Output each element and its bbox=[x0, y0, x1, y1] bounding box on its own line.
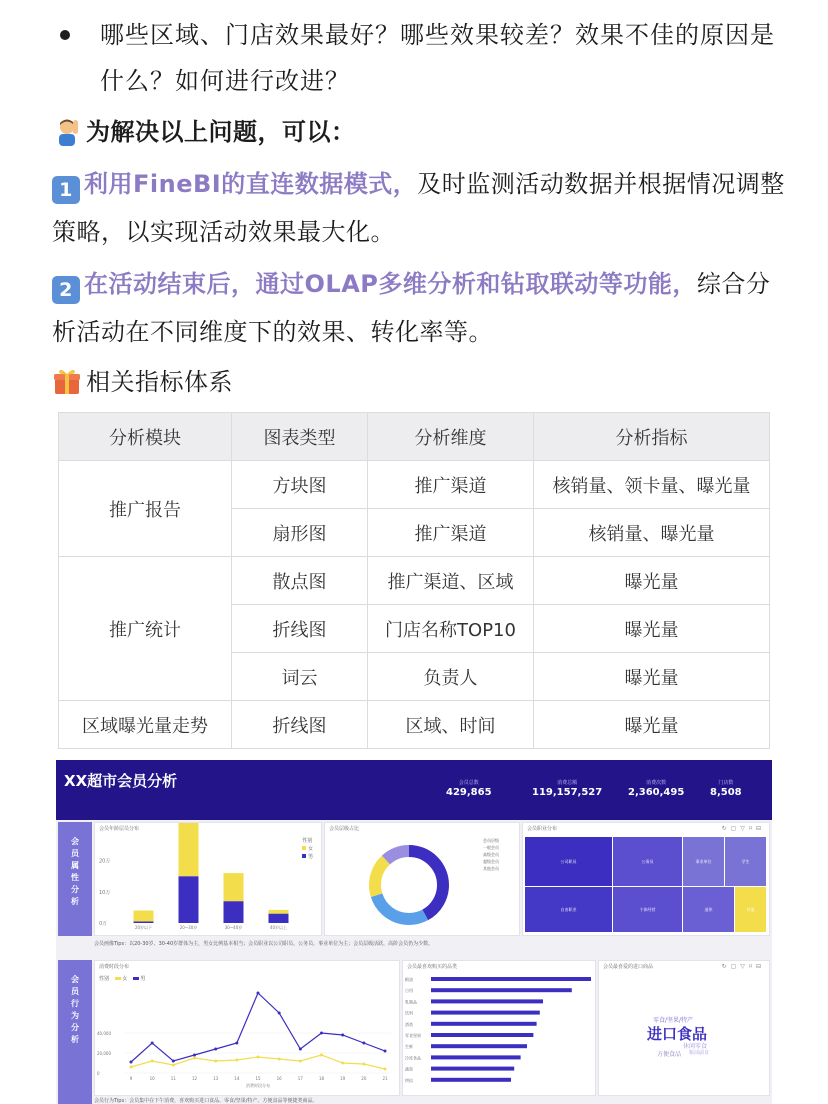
y-tick-label: 20,000 bbox=[97, 1051, 111, 1056]
kpi-card bbox=[532, 780, 602, 798]
category-label: 生鲜 bbox=[405, 1044, 413, 1050]
x-tick-label: 10 bbox=[149, 1076, 155, 1081]
series-point-male bbox=[235, 1042, 238, 1045]
treemap-cell[interactable]: 自由职业 bbox=[525, 887, 612, 932]
series-point-female bbox=[341, 1062, 344, 1065]
dashboard-screenshot bbox=[56, 760, 772, 1104]
treemap-panel bbox=[522, 822, 770, 936]
bar-female bbox=[224, 873, 244, 901]
series-point-female bbox=[151, 1060, 154, 1063]
bar-female bbox=[269, 910, 289, 914]
table-cell: 核销量、曝光量 bbox=[534, 509, 770, 557]
point-2 bbox=[52, 260, 792, 356]
treemap-chart bbox=[525, 837, 767, 933]
legend-label: 女 bbox=[307, 846, 313, 852]
treemap-title: 会员职业分布 bbox=[527, 826, 558, 832]
section-label-attributes bbox=[58, 822, 92, 936]
series-line-male bbox=[131, 993, 385, 1062]
x-tick-label: 13 bbox=[213, 1076, 219, 1081]
legend-label: 其他会员 bbox=[483, 866, 499, 871]
x-tick-label: 20岁以下 bbox=[134, 925, 153, 930]
series-point-female bbox=[362, 1063, 365, 1066]
legend-title: 性别 bbox=[302, 838, 313, 844]
hbar bbox=[431, 977, 591, 981]
series-point-female bbox=[320, 1054, 323, 1057]
kpi-card bbox=[446, 780, 492, 798]
table-cell: 散点图 bbox=[232, 557, 368, 605]
kpi-card bbox=[710, 780, 742, 798]
table-cell: 词云 bbox=[232, 653, 368, 701]
series-point-female bbox=[193, 1057, 196, 1060]
x-tick-label: 15 bbox=[255, 1076, 261, 1081]
bullet-text: 哪些区域、门店效果最好？哪些效果较差？效果不佳的原因是什么？如何进行改进？ bbox=[100, 21, 775, 95]
section-label-behavior bbox=[58, 960, 92, 1104]
wordcloud-word: 休闲零食 bbox=[683, 1043, 708, 1050]
x-tick-label: 12 bbox=[191, 1076, 198, 1081]
point-1 bbox=[52, 160, 792, 256]
solve-heading-text: 为解决以上问题，可以： bbox=[86, 118, 356, 146]
series-point-male bbox=[278, 1012, 281, 1015]
age-bar-chart bbox=[95, 823, 323, 937]
kpi-value: 2,360,495 bbox=[628, 787, 685, 798]
x-tick-label: 16 bbox=[276, 1076, 282, 1081]
donut-chart-title: 会员层级占比 bbox=[329, 826, 360, 832]
kpi-value: 119,157,527 bbox=[532, 787, 603, 798]
dashboard-header bbox=[56, 760, 772, 820]
series-point-female bbox=[235, 1059, 238, 1062]
line-chart-panel bbox=[94, 960, 400, 1096]
panel-toolbar-icons[interactable]: ↻▢▽⌑⊟ bbox=[721, 963, 765, 970]
point-1-text: 及时监测活动数据并根据情况调整策略，以实现活动效果最大化。 bbox=[52, 170, 785, 246]
table-cell: 门店名称TOP10 bbox=[368, 605, 534, 653]
series-point-female bbox=[130, 1066, 133, 1069]
kpi-card bbox=[628, 780, 684, 798]
treemap-cell[interactable]: 学生 bbox=[725, 837, 766, 886]
kpi-label: 消费次数 bbox=[646, 780, 667, 786]
keycap-1-icon: 1 bbox=[52, 176, 80, 204]
donut-legend bbox=[483, 837, 499, 872]
point-2-text: 综合分析活动在不同维度下的效果、转化率等。 bbox=[52, 270, 771, 346]
treemap-cell[interactable]: 公务员 bbox=[613, 837, 682, 886]
legend-label: 一般会员 bbox=[483, 845, 499, 850]
wordcloud-word: 粮油副食 bbox=[689, 1050, 710, 1056]
category-label: 蔬果 bbox=[405, 1066, 413, 1072]
line-chart-title: 消费时段分布 bbox=[99, 964, 130, 970]
kpi-value: 429,865 bbox=[446, 787, 492, 798]
legend-label: 女 bbox=[122, 976, 128, 982]
series-point-male bbox=[257, 992, 260, 995]
legend-title: 性别 bbox=[99, 976, 110, 982]
table-row bbox=[59, 701, 770, 749]
table-cell: 负责人 bbox=[368, 653, 534, 701]
metrics-table bbox=[58, 412, 770, 749]
table-module-cell: 区域曝光量走势 bbox=[59, 701, 232, 749]
bar-male bbox=[179, 876, 199, 923]
wordcloud-panel bbox=[598, 960, 770, 1096]
series-point-male bbox=[130, 1061, 133, 1064]
hbar-chart-title: 会员最喜欢购买的品类 bbox=[407, 964, 458, 970]
table-cell: 推广渠道 bbox=[368, 509, 534, 557]
category-label: 酒类 bbox=[405, 1021, 413, 1027]
x-tick-label: 40岁以上 bbox=[269, 925, 288, 930]
metrics-heading-text: 相关指标体系 bbox=[86, 368, 233, 396]
age-chart-title: 会员年龄层员分布 bbox=[99, 826, 140, 832]
x-tick-label: 19 bbox=[340, 1076, 346, 1081]
hbar-chart-panel bbox=[402, 960, 596, 1096]
behavior-tips: 会员行为Tips：会员集中在下午消费，喜欢购买进口食品、零食/坚果/特产、方便食品等便捷类商品。 bbox=[94, 1098, 318, 1104]
category-label: 日用 bbox=[405, 988, 413, 994]
category-label: 冷冻食品 bbox=[405, 1055, 421, 1061]
wordcloud-title: 会员最喜爱的进口商品 bbox=[603, 964, 654, 970]
x-tick-label: 11 bbox=[170, 1076, 176, 1081]
table-cell: 推广渠道 bbox=[368, 461, 534, 509]
hbar bbox=[431, 1055, 521, 1059]
table-header-cell: 分析模块 bbox=[59, 413, 232, 461]
x-tick-label: 14 bbox=[234, 1076, 240, 1081]
x-tick-label: 9 bbox=[129, 1076, 133, 1081]
series-point-female bbox=[172, 1064, 175, 1067]
category-label: 零食坚果 bbox=[405, 1033, 421, 1038]
series-point-male bbox=[320, 1032, 323, 1035]
table-cell: 方块图 bbox=[232, 461, 368, 509]
bar-male bbox=[134, 921, 154, 923]
series-point-male bbox=[151, 1042, 154, 1045]
kpi-label: 会员总数 bbox=[458, 780, 479, 786]
series-point-male bbox=[172, 1060, 175, 1063]
bar-male bbox=[224, 901, 244, 923]
hbar bbox=[431, 1067, 514, 1071]
category-label: 烘焙 bbox=[405, 1077, 413, 1083]
series-point-male bbox=[384, 1050, 387, 1053]
y-tick-label: 10万 bbox=[99, 889, 111, 896]
gift-icon bbox=[52, 366, 82, 396]
table-row bbox=[59, 557, 770, 605]
kpi-value: 8,508 bbox=[710, 787, 742, 798]
x-tick-label: 30~40岁 bbox=[224, 925, 243, 930]
person-raising-hand-icon bbox=[52, 116, 82, 146]
treemap-cell[interactable]: 公司职员 bbox=[525, 837, 612, 886]
treemap-cell[interactable]: 其他 bbox=[735, 887, 766, 932]
table-cell: 曝光量 bbox=[534, 653, 770, 701]
legend-label: 超级会员 bbox=[483, 859, 499, 864]
y-tick-label: 0万 bbox=[99, 921, 108, 927]
table-cell: 曝光量 bbox=[534, 701, 770, 749]
solve-heading bbox=[52, 108, 792, 156]
hbar bbox=[431, 1078, 511, 1082]
hbar bbox=[431, 1022, 537, 1026]
table-cell: 核销量、领卡量、曝光量 bbox=[534, 461, 770, 509]
legend-label: 男 bbox=[307, 854, 313, 860]
table-header-cell: 图表类型 bbox=[232, 413, 368, 461]
wordcloud-word-main: 进口食品 bbox=[647, 1025, 708, 1043]
point-2-highlight: 在活动结束后，通过OLAP多维分析和钻取联动等功能， bbox=[84, 270, 697, 298]
hbar bbox=[431, 1033, 533, 1037]
age-chart-panel bbox=[94, 822, 322, 936]
line-chart bbox=[95, 961, 401, 1097]
series-point-female bbox=[257, 1056, 260, 1059]
kpi-label: 门店数 bbox=[718, 780, 734, 786]
kpi-label: 消费总额 bbox=[557, 780, 578, 786]
bar-female bbox=[134, 911, 154, 922]
series-point-female bbox=[384, 1068, 387, 1071]
section-label-text: 会 员 属 性 分 析 bbox=[71, 837, 79, 906]
series-point-female bbox=[278, 1058, 281, 1061]
panel-toolbar-icons[interactable]: ↻▢▽⌑⊟ bbox=[721, 825, 765, 832]
hbar bbox=[431, 988, 572, 992]
table-cell: 推广渠道、区域 bbox=[368, 557, 534, 605]
hbar-chart bbox=[403, 961, 597, 1097]
treemap-cell[interactable]: 退休 bbox=[683, 887, 734, 932]
category-label: 乳制品 bbox=[405, 999, 417, 1005]
x-tick-label: 17 bbox=[297, 1076, 303, 1081]
table-cell: 折线图 bbox=[232, 701, 368, 749]
hbar bbox=[431, 999, 543, 1003]
x-axis-label: 消费时段分布 bbox=[246, 1083, 270, 1088]
category-label: 饮料 bbox=[405, 1010, 413, 1016]
keycap-2-icon: 2 bbox=[52, 276, 80, 304]
table-cell: 折线图 bbox=[232, 605, 368, 653]
table-header-cell: 分析维度 bbox=[368, 413, 534, 461]
table-cell: 曝光量 bbox=[534, 605, 770, 653]
y-tick-label: 0 bbox=[97, 1071, 100, 1076]
table-cell: 曝光量 bbox=[534, 557, 770, 605]
series-point-male bbox=[299, 1048, 302, 1051]
series-point-male bbox=[341, 1034, 344, 1037]
x-tick-label: 18 bbox=[318, 1076, 325, 1081]
series-point-female bbox=[214, 1060, 217, 1063]
table-header-cell: 分析指标 bbox=[534, 413, 770, 461]
section-label-text: 会 员 行 为 分 析 bbox=[71, 975, 79, 1044]
bullet-question bbox=[52, 12, 792, 104]
table-module-cell: 推广报告 bbox=[59, 461, 232, 557]
series-point-male bbox=[362, 1042, 365, 1045]
bar-male bbox=[269, 914, 289, 923]
hbar bbox=[431, 1011, 540, 1015]
series-point-male bbox=[193, 1054, 196, 1057]
metrics-heading bbox=[52, 358, 792, 406]
wordcloud-word: 零食/坚果/特产 bbox=[653, 1017, 694, 1024]
legend-label: 男 bbox=[140, 976, 146, 982]
legend-label: 高级会员 bbox=[483, 852, 499, 857]
hbar bbox=[431, 1044, 527, 1048]
bar-female bbox=[179, 823, 199, 876]
series-point-male bbox=[214, 1048, 217, 1051]
legend-title: 会员层级 bbox=[483, 838, 499, 843]
table-cell: 区域、时间 bbox=[368, 701, 534, 749]
x-tick-label: 20 bbox=[361, 1076, 367, 1081]
treemap-cell[interactable]: 个体经营 bbox=[613, 887, 682, 932]
dashboard-title: XX超市会员分析 bbox=[64, 772, 178, 790]
x-tick-label: 20~30岁 bbox=[179, 925, 198, 930]
point-1-highlight: 利用FineBI的直连数据模式， bbox=[84, 170, 418, 198]
table-row bbox=[59, 461, 770, 509]
y-tick-label: 40,000 bbox=[97, 1031, 111, 1036]
table-cell: 扇形图 bbox=[232, 509, 368, 557]
category-label: 粮油 bbox=[405, 977, 413, 982]
treemap-cell[interactable]: 事业单位 bbox=[683, 837, 724, 886]
series-point-female bbox=[299, 1060, 302, 1063]
y-tick-label: 20万 bbox=[99, 858, 111, 865]
donut-chart-panel bbox=[324, 822, 520, 936]
table-header-row bbox=[59, 413, 770, 461]
table-module-cell: 推广统计 bbox=[59, 557, 232, 701]
x-tick-label: 21 bbox=[382, 1076, 388, 1081]
attributes-tips: 会员画像Tips：以20-30岁、30-40岁群体为主，男女比例基本相当；会员职业以公司职员、公务员、事业单位为主；会员层级活跃，高阶会员仍为少数。 bbox=[94, 941, 434, 947]
wordcloud-word: 方便食品 bbox=[657, 1051, 682, 1058]
bullet-dot bbox=[60, 30, 70, 40]
